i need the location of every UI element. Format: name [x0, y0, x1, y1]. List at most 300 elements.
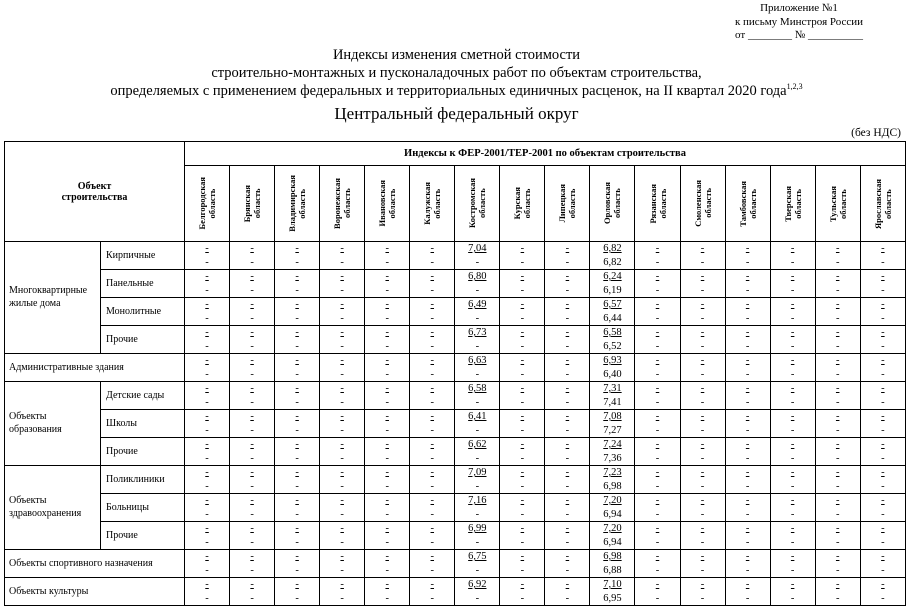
index-cell — [545, 270, 590, 298]
index-value-top: - — [655, 439, 660, 450]
index-cell — [590, 242, 635, 270]
table-row — [5, 438, 906, 466]
index-value-bottom: - — [340, 508, 344, 520]
index-cell — [185, 466, 230, 494]
index-value-bottom: - — [385, 312, 389, 324]
index-value-bottom: - — [565, 368, 570, 380]
index-cell — [185, 270, 230, 298]
index-value-bottom: - — [700, 536, 705, 548]
object-header-text: Объект строительства — [61, 180, 128, 203]
index-cell — [455, 354, 500, 382]
index-value-top: - — [565, 551, 570, 562]
index-value-bottom: 7,36 — [603, 452, 622, 464]
index-value-top: - — [835, 551, 840, 562]
table-row — [5, 550, 906, 578]
index-value-top: - — [700, 523, 705, 534]
index-value-top: - — [250, 243, 254, 254]
index-cell — [770, 522, 815, 550]
index-value-bottom: 6,19 — [603, 284, 622, 296]
index-value-top: 6,58 — [468, 383, 487, 394]
region-header — [455, 166, 500, 242]
index-value-bottom: - — [475, 312, 480, 324]
index-value-bottom: - — [565, 396, 570, 408]
index-cell — [230, 494, 275, 522]
index-value-bottom: - — [835, 340, 840, 352]
index-cell — [725, 550, 770, 578]
index-cell — [635, 242, 680, 270]
index-cell — [545, 522, 590, 550]
index-cell — [500, 494, 545, 522]
index-value-bottom: - — [881, 256, 885, 268]
index-value-bottom: - — [700, 452, 705, 464]
index-value-top: - — [790, 243, 795, 254]
region-header — [185, 166, 230, 242]
category-label: Многоквартирные жилые дома — [5, 242, 101, 354]
index-value-bottom: - — [881, 340, 885, 352]
index-value-top: - — [881, 579, 885, 590]
index-value-top: - — [340, 467, 344, 478]
index-value-top: - — [881, 355, 885, 366]
index-cell — [590, 270, 635, 298]
index-value-bottom: - — [745, 508, 750, 520]
index-value-top: - — [881, 383, 885, 394]
index-value-bottom: - — [430, 452, 435, 464]
index-value-bottom: - — [745, 480, 750, 492]
index-cell — [815, 410, 860, 438]
index-value-top: - — [565, 243, 570, 254]
index-value-bottom: - — [520, 452, 525, 464]
index-value-top: - — [700, 299, 705, 310]
object-label: Объекты спортивного назначения — [5, 550, 185, 578]
index-cell — [725, 578, 770, 606]
index-value-bottom: - — [205, 284, 209, 296]
region-header — [410, 166, 455, 242]
index-cell — [725, 354, 770, 382]
index-value-bottom: - — [520, 536, 525, 548]
index-value-top: - — [385, 467, 389, 478]
index-cell — [320, 326, 365, 354]
index-value-bottom: - — [520, 396, 525, 408]
index-value-bottom: - — [430, 424, 435, 436]
index-cell — [770, 270, 815, 298]
index-value-bottom: - — [565, 340, 570, 352]
index-cell — [455, 410, 500, 438]
index-value-top: - — [790, 523, 795, 534]
region-header — [590, 166, 635, 242]
index-cell — [770, 466, 815, 494]
index-value-top: - — [250, 551, 254, 562]
table-row — [5, 326, 906, 354]
table-row — [5, 382, 906, 410]
index-cell — [590, 354, 635, 382]
index-value-bottom: - — [881, 564, 885, 576]
index-value-bottom: - — [745, 368, 750, 380]
index-cell — [275, 494, 320, 522]
index-value-bottom: - — [835, 312, 840, 324]
index-value-top: - — [745, 271, 750, 282]
index-cell — [230, 382, 275, 410]
index-cell — [410, 494, 455, 522]
index-value-bottom: - — [340, 284, 344, 296]
index-cell — [635, 298, 680, 326]
region-header — [860, 166, 905, 242]
index-value-bottom: - — [205, 480, 209, 492]
index-value-top: - — [835, 495, 840, 506]
index-value-bottom: - — [430, 564, 435, 576]
index-value-top: - — [205, 495, 209, 506]
index-value-top: - — [700, 579, 705, 590]
index-value-top: - — [250, 495, 254, 506]
index-value-top: 6,92 — [468, 579, 487, 590]
appendix-line-2: к письму Минстроя России — [734, 15, 864, 28]
region-header — [725, 166, 770, 242]
index-cell — [230, 270, 275, 298]
region-header — [545, 166, 590, 242]
index-cell — [590, 410, 635, 438]
region-name: Рязанская область — [647, 183, 668, 224]
index-value-top: - — [340, 355, 344, 366]
index-cell — [770, 298, 815, 326]
index-value-bottom: - — [565, 536, 570, 548]
index-cell — [725, 522, 770, 550]
index-cell — [770, 410, 815, 438]
index-value-bottom: - — [790, 424, 795, 436]
index-value-top: - — [250, 271, 254, 282]
index-cell — [860, 354, 905, 382]
index-cell — [725, 438, 770, 466]
index-value-top: - — [700, 439, 705, 450]
index-value-bottom: - — [745, 284, 750, 296]
index-cell — [275, 438, 320, 466]
index-cell — [860, 298, 905, 326]
index-value-top: - — [881, 271, 885, 282]
object-label: Административные здания — [5, 354, 185, 382]
index-cell — [545, 550, 590, 578]
index-value-top: - — [430, 439, 435, 450]
index-value-top: - — [790, 271, 795, 282]
index-value-bottom: - — [700, 592, 705, 604]
index-value-bottom: - — [430, 592, 435, 604]
index-cell — [860, 522, 905, 550]
index-value-top: 6,41 — [468, 411, 487, 422]
index-value-bottom: - — [430, 508, 435, 520]
index-value-top: 6,58 — [603, 327, 622, 338]
subcategory-label: Поликлиники — [101, 466, 185, 494]
index-cell — [410, 466, 455, 494]
index-cell — [590, 382, 635, 410]
index-cell — [680, 298, 725, 326]
appendix-block — [699, 2, 899, 43]
vat-note: (без НДС) — [851, 127, 901, 139]
index-value-top: - — [385, 383, 389, 394]
index-value-bottom: - — [475, 536, 480, 548]
index-header: Индексы к ФЕР-2001/ТЕР-2001 по объектам строительства — [185, 142, 906, 166]
region-header — [815, 166, 860, 242]
index-value-top: - — [881, 523, 885, 534]
category-label: Объекты образования — [5, 382, 101, 466]
index-value-top: - — [295, 579, 299, 590]
index-value-top: - — [340, 299, 344, 310]
index-cell — [725, 410, 770, 438]
index-cell — [455, 578, 500, 606]
index-value-bottom: - — [475, 592, 480, 604]
index-value-top: - — [700, 495, 705, 506]
index-value-bottom: - — [700, 256, 705, 268]
index-value-top: - — [565, 299, 570, 310]
index-value-top: 6,63 — [468, 355, 487, 366]
index-cell — [230, 326, 275, 354]
index-value-bottom: - — [881, 452, 885, 464]
index-value-bottom: - — [835, 564, 840, 576]
index-cell — [365, 578, 410, 606]
subcategory-label: Школы — [101, 410, 185, 438]
index-value-top: - — [565, 411, 570, 422]
index-value-bottom: - — [205, 396, 209, 408]
index-cell — [320, 354, 365, 382]
index-value-top: - — [295, 271, 299, 282]
index-cell — [455, 382, 500, 410]
subcategory-label: Прочие — [101, 438, 185, 466]
index-cell — [770, 242, 815, 270]
index-value-top: - — [295, 411, 299, 422]
region-name: Липецкая область — [557, 184, 578, 223]
index-cell — [815, 354, 860, 382]
index-value-top: - — [835, 467, 840, 478]
index-cell — [185, 578, 230, 606]
index-value-bottom: - — [655, 256, 660, 268]
index-value-bottom: - — [881, 592, 885, 604]
index-cell — [410, 298, 455, 326]
appendix-line-3: от ________ № __________ — [735, 29, 863, 41]
index-value-bottom: - — [790, 368, 795, 380]
index-value-top: - — [340, 551, 344, 562]
index-value-bottom: - — [385, 368, 389, 380]
index-value-top: 7,23 — [603, 467, 622, 478]
index-value-top: - — [340, 495, 344, 506]
index-cell — [230, 522, 275, 550]
index-value-bottom: - — [385, 480, 389, 492]
index-value-top: - — [340, 411, 344, 422]
index-cell — [365, 326, 410, 354]
title-line-2: строительно-монтажных и пусконаладочных работ по объектам строительства, — [211, 65, 702, 81]
region-name: Белгородская область — [197, 177, 218, 230]
index-value-bottom: - — [430, 312, 435, 324]
index-value-top: - — [655, 523, 660, 534]
index-cell — [815, 326, 860, 354]
index-value-bottom: - — [250, 368, 254, 380]
index-cell — [185, 242, 230, 270]
index-cell — [500, 354, 545, 382]
subcategory-label: Прочие — [101, 326, 185, 354]
index-value-top: - — [655, 299, 660, 310]
index-value-bottom: - — [385, 340, 389, 352]
index-value-bottom: - — [745, 256, 750, 268]
index-cell — [455, 466, 500, 494]
index-value-bottom: - — [655, 564, 660, 576]
index-value-top: - — [565, 271, 570, 282]
index-cell — [590, 578, 635, 606]
index-value-bottom: - — [565, 564, 570, 576]
index-value-bottom: - — [655, 312, 660, 324]
index-value-top: - — [835, 299, 840, 310]
index-value-top: 6,49 — [468, 299, 487, 310]
index-cell — [680, 438, 725, 466]
index-value-top: - — [340, 439, 344, 450]
index-value-bottom: - — [205, 368, 209, 380]
index-value-top: - — [430, 383, 435, 394]
index-value-bottom: 6,88 — [603, 564, 622, 576]
index-value-bottom: 6,98 — [603, 480, 622, 492]
index-value-bottom: - — [295, 536, 299, 548]
index-value-top: - — [655, 551, 660, 562]
index-cell — [680, 550, 725, 578]
index-cell — [680, 242, 725, 270]
index-value-top: - — [881, 439, 885, 450]
index-value-top: - — [250, 579, 254, 590]
index-value-top: - — [385, 271, 389, 282]
index-value-top: - — [655, 327, 660, 338]
appendix-line-1: Приложение №1 — [760, 2, 838, 14]
index-cell — [410, 382, 455, 410]
index-cell — [410, 438, 455, 466]
index-cell — [545, 354, 590, 382]
index-value-bottom: - — [835, 480, 840, 492]
index-cell — [185, 550, 230, 578]
index-value-top: - — [295, 467, 299, 478]
index-value-bottom: - — [835, 368, 840, 380]
index-cell — [680, 466, 725, 494]
index-value-top: - — [655, 411, 660, 422]
index-value-top: - — [790, 551, 795, 562]
index-value-top: - — [205, 579, 209, 590]
index-value-top: - — [205, 467, 209, 478]
table-row — [5, 354, 906, 382]
index-cell — [455, 326, 500, 354]
index-value-top: - — [655, 579, 660, 590]
index-value-top: - — [250, 299, 254, 310]
index-value-bottom: - — [250, 312, 254, 324]
index-value-bottom: - — [250, 508, 254, 520]
index-value-bottom: - — [881, 508, 885, 520]
index-value-bottom: - — [205, 508, 209, 520]
index-cell — [320, 298, 365, 326]
index-cell — [815, 298, 860, 326]
index-value-top: - — [790, 467, 795, 478]
index-cell — [725, 494, 770, 522]
index-value-top: 6,98 — [603, 551, 622, 562]
index-value-top: - — [745, 579, 750, 590]
index-value-top: - — [340, 327, 344, 338]
index-cell — [590, 466, 635, 494]
index-cell — [230, 578, 275, 606]
index-value-top: - — [385, 355, 389, 366]
index-cell — [455, 550, 500, 578]
index-value-bottom: - — [565, 452, 570, 464]
index-cell — [365, 466, 410, 494]
region-name: Орловская область — [602, 182, 623, 225]
index-cell — [230, 550, 275, 578]
index-cell — [815, 494, 860, 522]
index-cell — [185, 438, 230, 466]
index-cell — [500, 466, 545, 494]
index-value-bottom: - — [205, 424, 209, 436]
index-cell — [860, 438, 905, 466]
index-cell — [860, 466, 905, 494]
index-value-bottom: - — [565, 284, 570, 296]
index-cell — [275, 466, 320, 494]
index-value-bottom: - — [565, 508, 570, 520]
index-value-top: 7,09 — [468, 467, 487, 478]
index-value-bottom: - — [700, 312, 705, 324]
index-value-bottom: - — [700, 368, 705, 380]
index-value-top: - — [565, 383, 570, 394]
index-cell — [545, 410, 590, 438]
index-value-bottom: - — [881, 536, 885, 548]
index-value-top: - — [340, 523, 344, 534]
index-value-bottom: - — [565, 256, 570, 268]
index-value-top: - — [205, 299, 209, 310]
index-cell — [185, 298, 230, 326]
index-value-top: - — [250, 355, 254, 366]
index-cell — [725, 466, 770, 494]
index-value-top: - — [565, 439, 570, 450]
index-cell — [410, 270, 455, 298]
index-value-bottom: - — [385, 452, 389, 464]
index-cell — [590, 494, 635, 522]
index-value-bottom: - — [475, 508, 480, 520]
index-value-top: - — [250, 383, 254, 394]
index-value-bottom: - — [520, 340, 525, 352]
index-cell — [455, 298, 500, 326]
index-value-bottom: - — [520, 368, 525, 380]
index-value-bottom: - — [520, 312, 525, 324]
index-value-top: - — [745, 243, 750, 254]
index-cell — [365, 298, 410, 326]
index-cell — [725, 270, 770, 298]
index-value-bottom: - — [790, 312, 795, 324]
index-value-top: - — [835, 243, 840, 254]
index-cell — [230, 354, 275, 382]
index-cell — [275, 522, 320, 550]
title-line-3-text: определяемых с применением федеральных и территориальных единичных расценок, на II квартал 2020 года — [110, 83, 787, 99]
index-value-bottom: - — [835, 508, 840, 520]
index-cell — [725, 326, 770, 354]
index-value-top: - — [655, 355, 660, 366]
index-value-bottom: - — [430, 480, 435, 492]
index-cell — [680, 494, 725, 522]
index-value-bottom: - — [340, 536, 344, 548]
index-value-bottom: - — [205, 536, 209, 548]
index-value-bottom: - — [700, 284, 705, 296]
index-value-top: - — [520, 523, 525, 534]
index-value-top: - — [430, 243, 435, 254]
index-value-bottom: - — [385, 508, 389, 520]
index-cell — [770, 438, 815, 466]
index-value-bottom: - — [250, 536, 254, 548]
index-value-bottom: - — [340, 480, 344, 492]
index-value-bottom: - — [835, 284, 840, 296]
index-value-bottom: - — [205, 592, 209, 604]
index-value-top: - — [430, 327, 435, 338]
index-value-bottom: - — [340, 564, 344, 576]
index-value-bottom: - — [250, 592, 254, 604]
index-cell — [860, 326, 905, 354]
index-cell — [635, 326, 680, 354]
index-cell — [500, 242, 545, 270]
index-value-top: - — [385, 523, 389, 534]
index-value-top: - — [790, 495, 795, 506]
index-value-top: - — [790, 411, 795, 422]
